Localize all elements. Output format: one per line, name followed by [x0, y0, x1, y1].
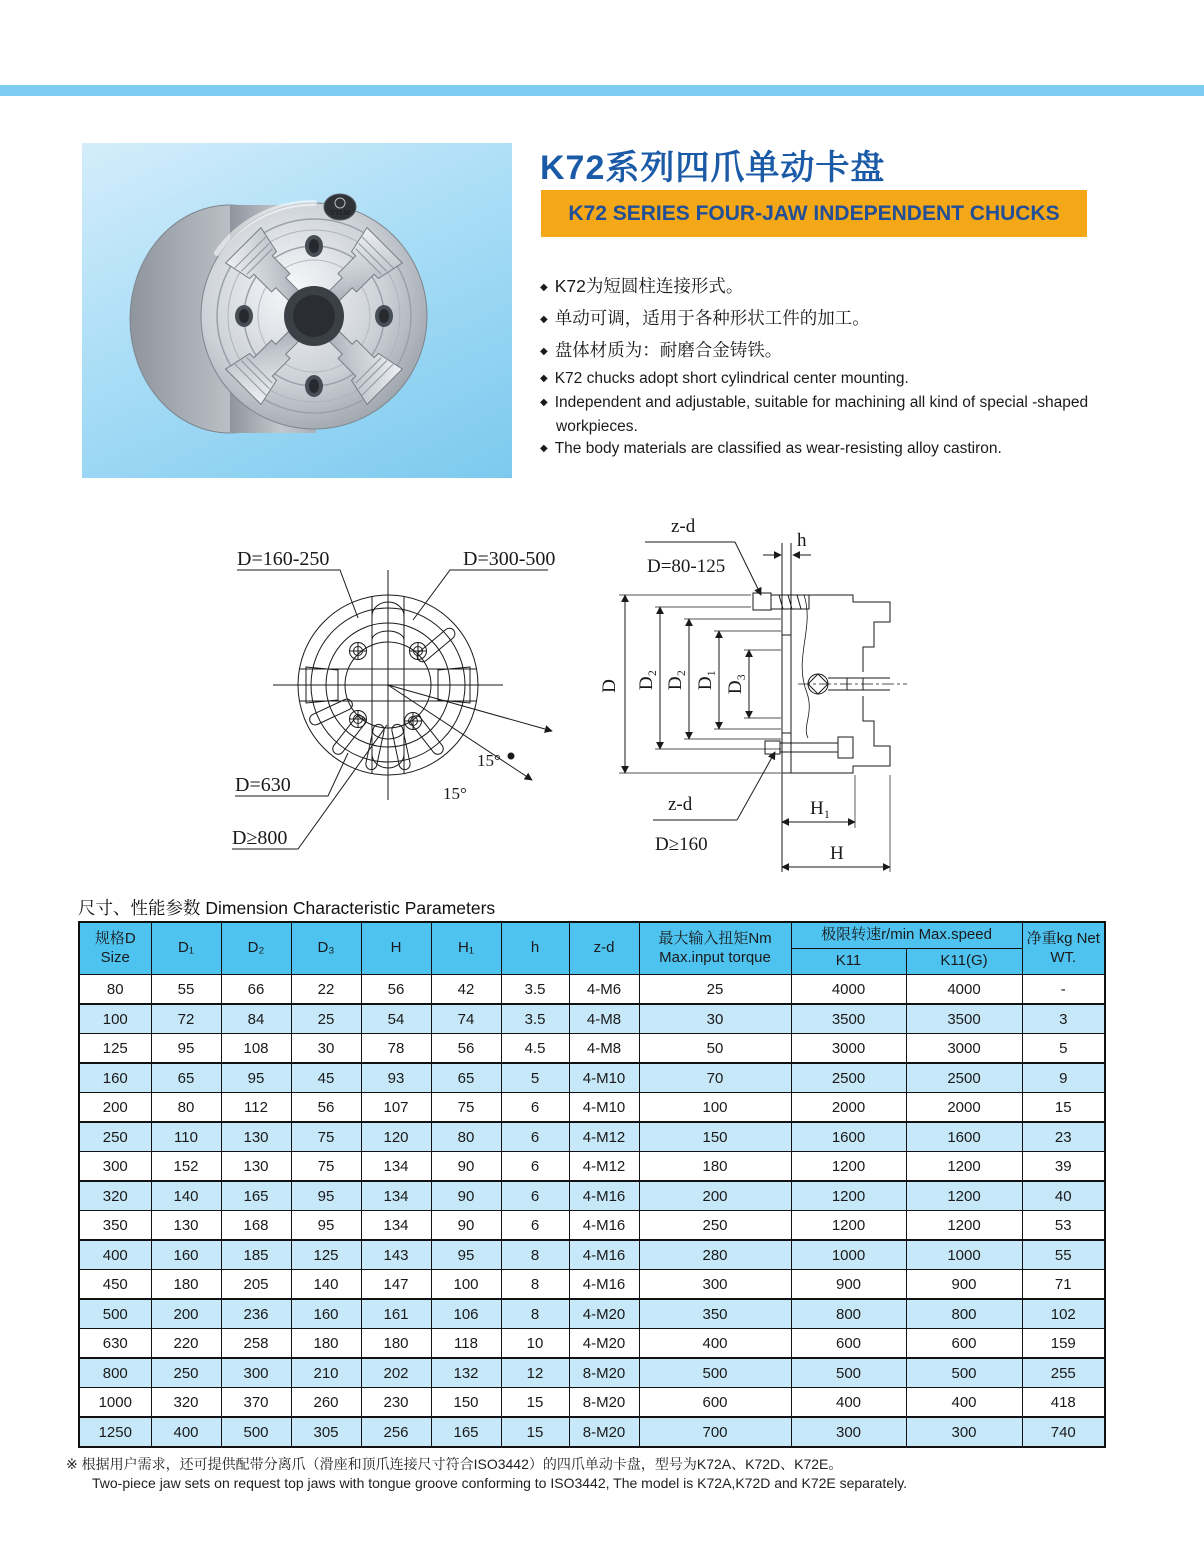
table-cell: 740 [1022, 1417, 1105, 1447]
table-cell: 134 [361, 1211, 431, 1241]
table-cell: 71 [1022, 1270, 1105, 1300]
feature-item-en: ◆ The body materials are classified as wear-resisting alloy castiron. [540, 438, 1096, 462]
table-cell: 130 [221, 1152, 291, 1182]
table-cell: - [1022, 975, 1105, 1005]
col-header-zd: z-d [569, 922, 639, 975]
label-d2a: D₂ [636, 669, 657, 691]
table-cell: 107 [361, 1093, 431, 1123]
table-cell: 350 [639, 1299, 791, 1329]
table-cell: 250 [151, 1358, 221, 1388]
table-cell: 30 [639, 1004, 791, 1034]
table-cell: 700 [639, 1417, 791, 1447]
table-cell: 3500 [791, 1004, 906, 1034]
table-cell: 1000 [791, 1240, 906, 1270]
footnote-cn: ※ 根据用户需求，还可提供配带分离爪（滑座和顶爪连接尺寸符合ISO3442）的四爪单动卡盘，型号为K72A、K72D、K72E。 [66, 1456, 843, 1472]
table-cell: 250 [639, 1211, 791, 1241]
table-section-title: 尺寸、性能参数 Dimension Characteristic Parameters [78, 898, 496, 918]
label-d1: D₁ [695, 669, 716, 691]
table-cell: 106 [431, 1299, 501, 1329]
label-h-total: H [830, 843, 844, 864]
table-cell: 130 [221, 1122, 291, 1152]
table-cell: 2500 [906, 1063, 1022, 1093]
table-cell: 800 [79, 1358, 151, 1388]
table-cell: 236 [221, 1299, 291, 1329]
table-cell: 10 [501, 1329, 569, 1359]
table-cell: 125 [291, 1240, 361, 1270]
table-cell: 6 [501, 1211, 569, 1241]
table-cell: 30 [291, 1034, 361, 1064]
table-cell: 300 [639, 1270, 791, 1300]
table-cell: 1200 [906, 1211, 1022, 1241]
label-angle-b: 15° [443, 784, 467, 803]
table-cell: 1200 [791, 1152, 906, 1182]
table-cell: 4-M8 [569, 1034, 639, 1064]
table-cell: 900 [791, 1270, 906, 1300]
table-cell: 23 [1022, 1122, 1105, 1152]
table-cell: 185 [221, 1240, 291, 1270]
series-banner: K72 SERIES FOUR-JAW INDEPENDENT CHUCKS [541, 190, 1087, 237]
table-cell: 100 [79, 1004, 151, 1034]
table-cell: 180 [151, 1270, 221, 1300]
parameters-table-wrap [78, 921, 1106, 1448]
table-cell: 300 [221, 1358, 291, 1388]
table-cell: 110 [151, 1122, 221, 1152]
feature-item-cn: ◆ K72为短圆柱连接形式。 [540, 272, 1096, 304]
table-cell: 350 [79, 1211, 151, 1241]
section-view-geometry [619, 542, 907, 872]
label-d300-500: D=300-500 [463, 548, 556, 570]
table-cell: 150 [431, 1388, 501, 1418]
table-row [79, 1063, 1105, 1093]
footnote-en: Two-piece jaw sets on request top jaws with tongue groove conforming to ISO3442, The model is K72A,K72D and K72E separately. [92, 1475, 908, 1491]
table-cell: 1200 [791, 1211, 906, 1241]
table-cell: 450 [79, 1270, 151, 1300]
page-title: K72系列四爪单动卡盘 [540, 149, 886, 187]
table-cell: 205 [221, 1270, 291, 1300]
chuck-product-image [82, 143, 512, 478]
table-row [79, 1388, 1105, 1418]
table-cell: 56 [291, 1093, 361, 1123]
footnotes [66, 1455, 907, 1493]
table-row [79, 1211, 1105, 1241]
table-cell: 147 [361, 1270, 431, 1300]
table-cell: 112 [221, 1093, 291, 1123]
table-cell: 180 [639, 1152, 791, 1182]
label-d80-125: D=80-125 [647, 556, 726, 577]
table-cell: 118 [431, 1329, 501, 1359]
table-cell: 630 [79, 1329, 151, 1359]
label-d: D [599, 679, 620, 693]
table-cell: 125 [79, 1034, 151, 1064]
table-cell: 500 [79, 1299, 151, 1329]
table-row [79, 1004, 1105, 1034]
table-cell: 2000 [791, 1093, 906, 1123]
table-cell: 4-M16 [569, 1211, 639, 1241]
table-cell: 202 [361, 1358, 431, 1388]
table-cell: 140 [151, 1181, 221, 1211]
table-cell: 140 [291, 1270, 361, 1300]
table-cell: 8-M20 [569, 1358, 639, 1388]
table-row [79, 1181, 1105, 1211]
table-cell: 260 [291, 1388, 361, 1418]
table-cell: 95 [291, 1211, 361, 1241]
table-cell: 80 [79, 975, 151, 1005]
table-cell: 65 [431, 1063, 501, 1093]
table-cell: 3000 [791, 1034, 906, 1064]
col-header-d3: D₃ [291, 922, 361, 975]
table-cell: 22 [291, 975, 361, 1005]
table-cell: 6 [501, 1093, 569, 1123]
top-screw [753, 593, 809, 610]
table-cell: 165 [221, 1181, 291, 1211]
table-cell: 4-M10 [569, 1093, 639, 1123]
table-row [79, 1358, 1105, 1388]
label-d160-250: D=160-250 [237, 548, 330, 570]
table-cell: 102 [1022, 1299, 1105, 1329]
table-cell: 150 [639, 1122, 791, 1152]
table-cell: 100 [431, 1270, 501, 1300]
table-cell: 90 [431, 1152, 501, 1182]
table-cell: 6 [501, 1122, 569, 1152]
chuck-body [130, 194, 427, 433]
table-cell: 55 [151, 975, 221, 1005]
table-cell: 25 [291, 1004, 361, 1034]
table-cell: 800 [791, 1299, 906, 1329]
table-cell: 78 [361, 1034, 431, 1064]
table-cell: 95 [291, 1181, 361, 1211]
table-cell: 400 [79, 1240, 151, 1270]
table-cell: 12 [501, 1358, 569, 1388]
col-header-k11: K11 [791, 949, 906, 975]
table-row [79, 1299, 1105, 1329]
table-cell: 305 [291, 1417, 361, 1447]
table-cell: 165 [431, 1417, 501, 1447]
label-h: h [797, 530, 807, 551]
bottom-screw [765, 737, 853, 758]
col-header-d2: D₂ [221, 922, 291, 975]
table-row [79, 1122, 1105, 1152]
table-cell: 4-M12 [569, 1122, 639, 1152]
table-cell: 4-M8 [569, 1004, 639, 1034]
col-header-speed-group: 极限转速r/min Max.speed [791, 922, 1022, 949]
table-cell: 180 [291, 1329, 361, 1359]
table-cell: 25 [639, 975, 791, 1005]
table-cell: 160 [291, 1299, 361, 1329]
table-body [79, 975, 1105, 1448]
table-cell: 4-M10 [569, 1063, 639, 1093]
table-cell: 3 [1022, 1004, 1105, 1034]
table-cell: 4-M20 [569, 1299, 639, 1329]
table-cell: 4-M6 [569, 975, 639, 1005]
col-header-weight: 净重kg Net WT. [1022, 922, 1105, 975]
table-cell: 180 [361, 1329, 431, 1359]
table-cell: 4-M16 [569, 1240, 639, 1270]
col-header-torque: 最大输入扭矩Nm Max.input torque [639, 922, 791, 975]
table-cell: 15 [1022, 1093, 1105, 1123]
table-cell: 500 [906, 1358, 1022, 1388]
table-cell: 1200 [906, 1152, 1022, 1182]
product-photo-panel [82, 143, 512, 478]
table-cell: 3.5 [501, 1004, 569, 1034]
section-view-drawing [585, 498, 1015, 898]
table-cell: 75 [291, 1152, 361, 1182]
table-cell: 72 [151, 1004, 221, 1034]
col-header-H: H [361, 922, 431, 975]
front-view-geometry [232, 570, 552, 849]
col-header-h: h [501, 922, 569, 975]
table-cell: 200 [79, 1093, 151, 1123]
table-cell: 250 [79, 1122, 151, 1152]
table-row [79, 1417, 1105, 1447]
table-row [79, 1270, 1105, 1300]
table-cell: 2500 [791, 1063, 906, 1093]
label-zd-bottom: z-d [668, 794, 693, 815]
table-cell: 54 [361, 1004, 431, 1034]
table-row [79, 1240, 1105, 1270]
operating-screw [798, 674, 907, 694]
table-cell: 1000 [79, 1388, 151, 1418]
table-cell: 230 [361, 1388, 431, 1418]
table-cell: 370 [221, 1388, 291, 1418]
table-row [79, 1152, 1105, 1182]
col-header-size: 规格D Size [79, 922, 151, 975]
table-cell: 8-M20 [569, 1388, 639, 1418]
table-cell: 66 [221, 975, 291, 1005]
table-cell: 8-M20 [569, 1417, 639, 1447]
table-cell: 8 [501, 1240, 569, 1270]
table-cell: 4000 [791, 975, 906, 1005]
table-cell: 200 [639, 1181, 791, 1211]
table-cell: 400 [791, 1388, 906, 1418]
table-cell: 80 [431, 1122, 501, 1152]
table-cell: 53 [1022, 1211, 1105, 1241]
table-cell: 256 [361, 1417, 431, 1447]
table-cell: 42 [431, 975, 501, 1005]
table-cell: 152 [151, 1152, 221, 1182]
label-zd-top: z-d [671, 516, 696, 537]
feature-list-en [540, 368, 1096, 462]
table-cell: 3000 [906, 1034, 1022, 1064]
feature-list-cn [540, 272, 1096, 368]
table-cell: 300 [79, 1152, 151, 1182]
table-cell: 3500 [906, 1004, 1022, 1034]
table-row [79, 1034, 1105, 1064]
table-cell: 320 [151, 1388, 221, 1418]
table-cell: 600 [791, 1329, 906, 1359]
table-cell: 400 [906, 1388, 1022, 1418]
top-accent-bar [0, 85, 1204, 96]
table-cell: 280 [639, 1240, 791, 1270]
table-cell: 84 [221, 1004, 291, 1034]
table-cell: 160 [151, 1240, 221, 1270]
table-cell: 55 [1022, 1240, 1105, 1270]
table-cell: 1000 [906, 1240, 1022, 1270]
table-cell: 5 [501, 1063, 569, 1093]
table-cell: 4-M16 [569, 1270, 639, 1300]
table-cell: 93 [361, 1063, 431, 1093]
table-cell: 15 [501, 1388, 569, 1418]
front-view-drawing [180, 518, 600, 883]
table-cell: 4.5 [501, 1034, 569, 1064]
label-d160: D≥160 [655, 834, 708, 855]
brand-badge-text: YTLM [330, 209, 350, 217]
table-cell: 75 [291, 1122, 361, 1152]
table-cell: 39 [1022, 1152, 1105, 1182]
table-cell: 50 [639, 1034, 791, 1064]
label-d3: D₃ [725, 673, 746, 695]
table-cell: 1200 [906, 1181, 1022, 1211]
parameters-table [78, 921, 1106, 1448]
feature-item-en: ◆ Independent and adjustable, suitable for machining all kind of special -shaped workpieces. [540, 392, 1096, 438]
label-angle-a: 15° [477, 751, 501, 770]
label-d630: D=630 [235, 774, 291, 796]
table-cell: 160 [79, 1063, 151, 1093]
table-cell: 3.5 [501, 975, 569, 1005]
table-cell: 90 [431, 1181, 501, 1211]
table-cell: 56 [431, 1034, 501, 1064]
table-cell: 1600 [906, 1122, 1022, 1152]
table-cell: 1200 [791, 1181, 906, 1211]
table-cell: 100 [639, 1093, 791, 1123]
table-cell: 400 [639, 1329, 791, 1359]
label-d2b: D₂ [665, 669, 686, 691]
table-cell: 900 [906, 1270, 1022, 1300]
table-cell: 161 [361, 1299, 431, 1329]
table-cell: 65 [151, 1063, 221, 1093]
dimension-lines [619, 555, 890, 872]
table-cell: 95 [151, 1034, 221, 1064]
table-cell: 2000 [906, 1093, 1022, 1123]
table-cell: 800 [906, 1299, 1022, 1329]
table-cell: 1600 [791, 1122, 906, 1152]
table-cell: 5 [1022, 1034, 1105, 1064]
table-cell: 45 [291, 1063, 361, 1093]
table-cell: 300 [791, 1417, 906, 1447]
table-cell: 4-M12 [569, 1152, 639, 1182]
table-cell: 4-M16 [569, 1181, 639, 1211]
col-header-k11g: K11(G) [906, 949, 1022, 975]
label-h1: H₁ [810, 798, 831, 819]
col-header-d1: D₁ [151, 922, 221, 975]
table-cell: 300 [906, 1417, 1022, 1447]
table-row [79, 975, 1105, 1005]
table-cell: 8 [501, 1270, 569, 1300]
table-cell: 9 [1022, 1063, 1105, 1093]
table-cell: 56 [361, 975, 431, 1005]
table-row [79, 1093, 1105, 1123]
table-cell: 108 [221, 1034, 291, 1064]
table-cell: 74 [431, 1004, 501, 1034]
table-cell: 75 [431, 1093, 501, 1123]
table-cell: 600 [906, 1329, 1022, 1359]
table-cell: 320 [79, 1181, 151, 1211]
table-cell: 15 [501, 1417, 569, 1447]
table-cell: 80 [151, 1093, 221, 1123]
table-cell: 95 [431, 1240, 501, 1270]
table-cell: 6 [501, 1181, 569, 1211]
feature-item-cn: ◆ 盘体材质为：耐磨合金铸铁。 [540, 336, 1096, 368]
table-cell: 600 [639, 1388, 791, 1418]
table-cell: 210 [291, 1358, 361, 1388]
table-header [79, 922, 1105, 975]
table-cell: 120 [361, 1122, 431, 1152]
table-row [79, 1329, 1105, 1359]
table-cell: 8 [501, 1299, 569, 1329]
brand-badge [324, 194, 356, 220]
table-cell: 500 [639, 1358, 791, 1388]
table-cell: 132 [431, 1358, 501, 1388]
table-cell: 500 [221, 1417, 291, 1447]
table-cell: 4-M20 [569, 1329, 639, 1359]
table-cell: 200 [151, 1299, 221, 1329]
table-cell: 255 [1022, 1358, 1105, 1388]
table-cell: 40 [1022, 1181, 1105, 1211]
table-cell: 134 [361, 1152, 431, 1182]
table-cell: 134 [361, 1181, 431, 1211]
table-cell: 500 [791, 1358, 906, 1388]
feature-item-en: ◆ K72 chucks adopt short cylindrical center mounting. [540, 368, 1096, 392]
table-cell: 418 [1022, 1388, 1105, 1418]
table-cell: 4000 [906, 975, 1022, 1005]
feature-item-cn: ◆ 单动可调，适用于各种形状工件的加工。 [540, 304, 1096, 336]
table-cell: 400 [151, 1417, 221, 1447]
table-cell: 70 [639, 1063, 791, 1093]
table-cell: 1250 [79, 1417, 151, 1447]
table-cell: 95 [221, 1063, 291, 1093]
table-cell: 258 [221, 1329, 291, 1359]
table-cell: 143 [361, 1240, 431, 1270]
table-cell: 168 [221, 1211, 291, 1241]
table-cell: 220 [151, 1329, 221, 1359]
table-cell: 90 [431, 1211, 501, 1241]
table-cell: 159 [1022, 1329, 1105, 1359]
table-cell: 6 [501, 1152, 569, 1182]
table-cell: 130 [151, 1211, 221, 1241]
label-d800: D≥800 [232, 827, 288, 849]
col-header-H1: H₁ [431, 922, 501, 975]
